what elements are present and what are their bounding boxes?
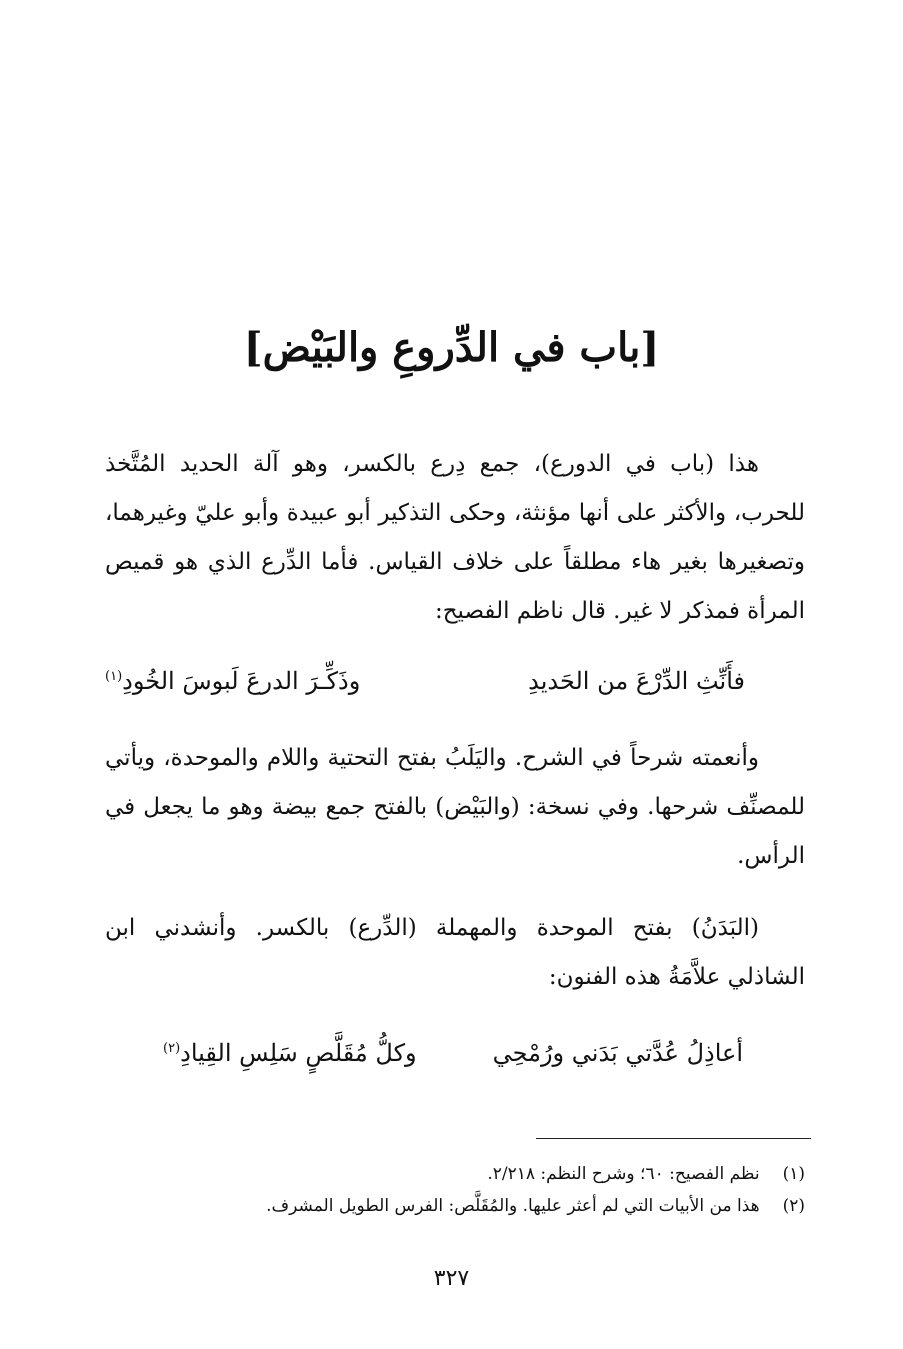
paragraph-2-text: وأنعمته شرحاً في الشرح. واليَلَبُ بفتح التحتية واللام والموحدة، ويأتي للمصنِّف شرحها. وفي نسخة: (والبَيْض) بالفتح جمع بيضة وهو ما يجعل في الرأس. [105,745,805,869]
verse-1 [105,661,805,701]
verse-1-first-hemistich: فأَنِّثِ الدِّرْعَ من الحَديدِ [528,667,745,695]
footnote-2 [200,1192,805,1220]
chapter-title: [باب في الدِّروعِ والبَيْض] [243,324,660,371]
verse-2-first-hemistich: أعاذِلُ عُدَّتي بَدَني ورُمْحِي [492,1039,743,1067]
paragraph-3 [105,904,805,1002]
paragraph-1-text: هذا (باب في الدورع)، جمع دِرع بالكسر، وهو آلة الحديد المُتَّخذ للحرب، والأكثر على أنها مؤنثة، وحكى التذكير أبو عبيدة وأبو عليّ وغيرهما، وتصغيرها بغير هاء مطلقاً على خلاف القياس. فأما الدِّرع الذي هو قميص المرأة فمذكر لا غير. قال ناظم الفصيح: [105,451,805,624]
footnote-1-text: نظم الفصيح: ٦٠؛ وشرح النظم: ٢/٢١٨. [487,1164,760,1184]
footnote-ref-2[interactable]: (٢) [163,1041,181,1056]
verse-1-second-hemistich [105,661,360,701]
verse-2-second-hemistich [163,1033,417,1073]
verse-2 [105,1033,805,1073]
verse-1-second-hemistich-text: وذَكِّـرَ الدرعَ لَبوسَ الخُودِ [122,667,361,695]
page-number: ٣٢٧ [433,1266,470,1291]
paragraph-1 [105,440,805,636]
footnote-2-number: (٢) [782,1196,805,1216]
footnote-1-number: (١) [782,1164,805,1184]
footnote-ref-1[interactable]: (١) [105,669,123,684]
footnote-2-text: هذا من الأبيات التي لم أعثر عليها. والمُقَلَّص: الفرس الطويل المشرف. [266,1196,760,1216]
verse-2-second-hemistich-text: وكلُّ مُقَلَّصٍ سَلِسِ القِيادِ [180,1039,417,1067]
paragraph-2 [105,734,805,881]
paragraph-3-text: (البَدَنُ) بفتح الموحدة والمهملة (الدِّرع) بالكسر. وأنشدني ابن الشاذلي علاَّمَةُ هذه الفنون: [105,915,805,990]
footnote-1 [200,1160,805,1188]
footnote-divider [536,1138,811,1139]
